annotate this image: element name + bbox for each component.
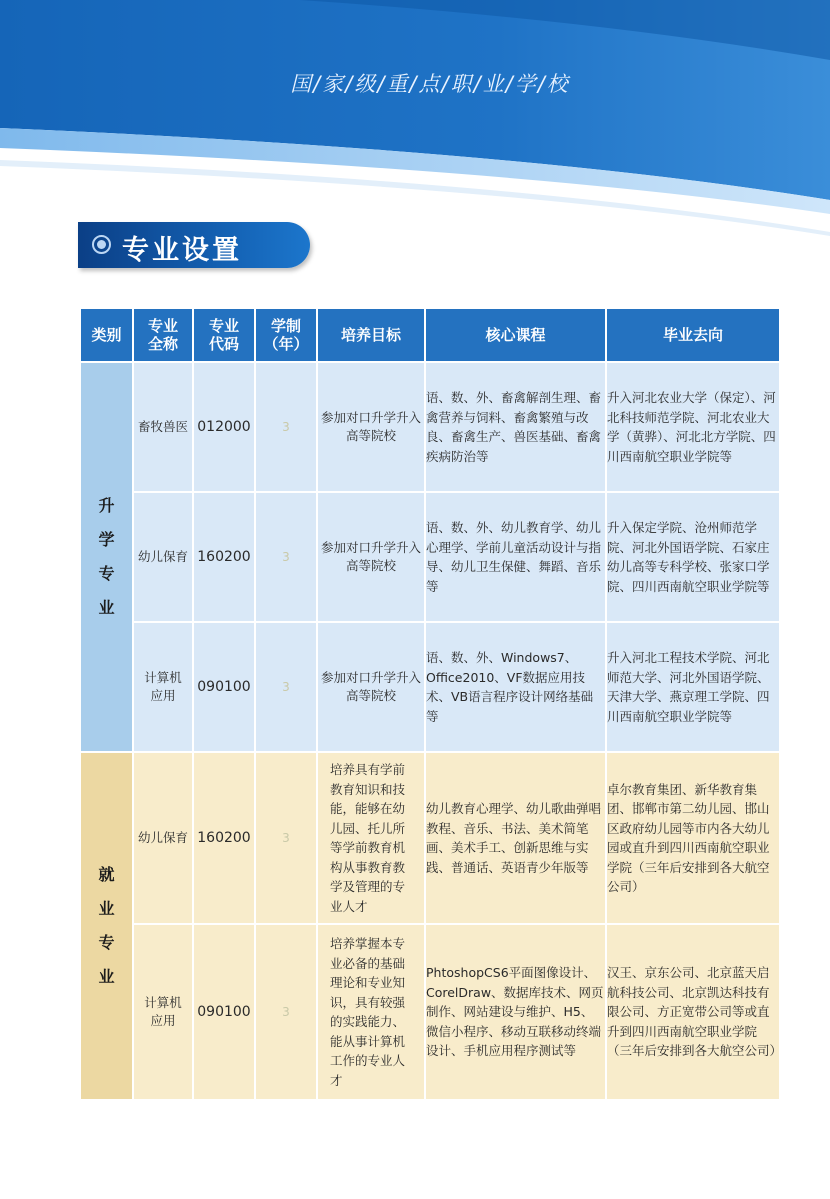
header-banner [0,0,830,240]
major-code: 012000 [193,362,255,492]
category-further-study [80,362,133,752]
header-wave-graphic [0,0,830,240]
header-years [255,308,317,362]
training-goal: 培养掌握本专业必备的基础理论和专业知识，具有较强的实践能力、能从事计算机工作的专业人才 [317,924,425,1100]
category-label: 升 学 专 业 [98,496,115,617]
training-goal: 参加对口升学升入高等院校 [317,622,425,752]
table-row [80,492,780,622]
major-code: 090100 [193,622,255,752]
category-label: 就 业 专 业 [98,865,115,986]
major-code: 090100 [193,924,255,1100]
major-name: 幼儿保育 [133,492,193,622]
header-category: 类别 [80,308,133,362]
header-major-code-text: 专业 代码 [208,317,239,353]
major-name: 畜牧兽医 [133,362,193,492]
header-slogan: 国/家/级/重/点/职/业/学/校 [290,72,570,96]
core-courses: 幼儿教育心理学、幼儿歌曲弹唱教程、音乐、书法、美术简笔画、美术手工、创新思维与实践、普通话、英语青少年版等 [425,752,606,924]
major-code: 160200 [193,492,255,622]
graduate-destination: 卓尔教育集团、新华教育集团、邯郸市第二幼儿园、邯山区政府幼儿园等市内各大幼儿园或直升到四川西南航空职业学院（三年后安排到各大航空公司） [606,752,780,924]
study-years: 3 [255,362,317,492]
table-row [80,362,780,492]
table-row [80,622,780,752]
graduate-destination: 升入保定学院、沧州师范学院、河北外国语学院、石家庄幼儿高等专科学校、张家口学院、四川西南航空职业学院等 [606,492,780,622]
training-goal: 参加对口升学升入高等院校 [317,492,425,622]
graduate-destination: 升入河北农业大学（保定）、河北科技师范学院、河北农业大学（黄骅）、河北北方学院、四川西南航空职业学院等 [606,362,780,492]
curriculum-table [79,307,781,1101]
core-courses: PhtoshopCS6平面图像设计、CorelDraw、数据库技术、网页制作、网站建设与维护、H5、微信小程序、移动互联移动终端设计、手机应用程序测试等 [425,924,606,1100]
table-header-row [80,308,780,362]
graduate-destination: 升入河北工程技术学院、河北师范大学、河北外国语学院、天津大学、燕京理工学院、四川西南航空职业学院等 [606,622,780,752]
major-name [133,622,193,752]
target-circle-icon [92,235,111,254]
category-employment [80,752,133,1100]
header-destination: 毕业去向 [606,308,780,362]
core-courses: 语、数、外、畜禽解剖生理、畜禽营养与饲料、畜禽繁殖与改良、畜禽生产、兽医基础、畜禽疾病防治等 [425,362,606,492]
training-goal: 培养具有学前教育知识和技能，能够在幼儿园、托儿所等学前教育机构从事教育教学及管理的专业人才 [317,752,425,924]
major-code: 160200 [193,752,255,924]
table-row [80,752,780,924]
header-major-code [193,308,255,362]
major-name [133,924,193,1100]
core-courses: 语、数、外、幼儿教育学、幼儿心理学、学前儿童活动设计与指导、幼儿卫生保健、舞蹈、音乐等 [425,492,606,622]
section-title: 专业设置 [122,235,242,266]
major-name-text: 计算机 应用 [144,670,182,703]
study-years: 3 [255,924,317,1100]
header-major-name-text: 专业 全称 [147,317,178,353]
section-title-pill [78,222,310,268]
study-years: 3 [255,752,317,924]
study-years: 3 [255,622,317,752]
core-courses: 语、数、外、Windows7、Office2010、VF数据应用技术、VB语言程序设计网络基础等 [425,622,606,752]
header-major-name [133,308,193,362]
graduate-destination: 汉王、京东公司、北京蓝天启航科技公司、北京凯达科技有限公司、方正宽带公司等或直升到四川西南航空职业学院（三年后安排到各大航空公司） [606,924,780,1100]
header-years-text: 学制 （年） [263,317,309,353]
major-name: 幼儿保育 [133,752,193,924]
header-courses: 核心课程 [425,308,606,362]
study-years: 3 [255,492,317,622]
major-name-text: 计算机 应用 [144,995,182,1028]
header-goal: 培养目标 [317,308,425,362]
training-goal: 参加对口升学升入高等院校 [317,362,425,492]
table-row [80,924,780,1100]
